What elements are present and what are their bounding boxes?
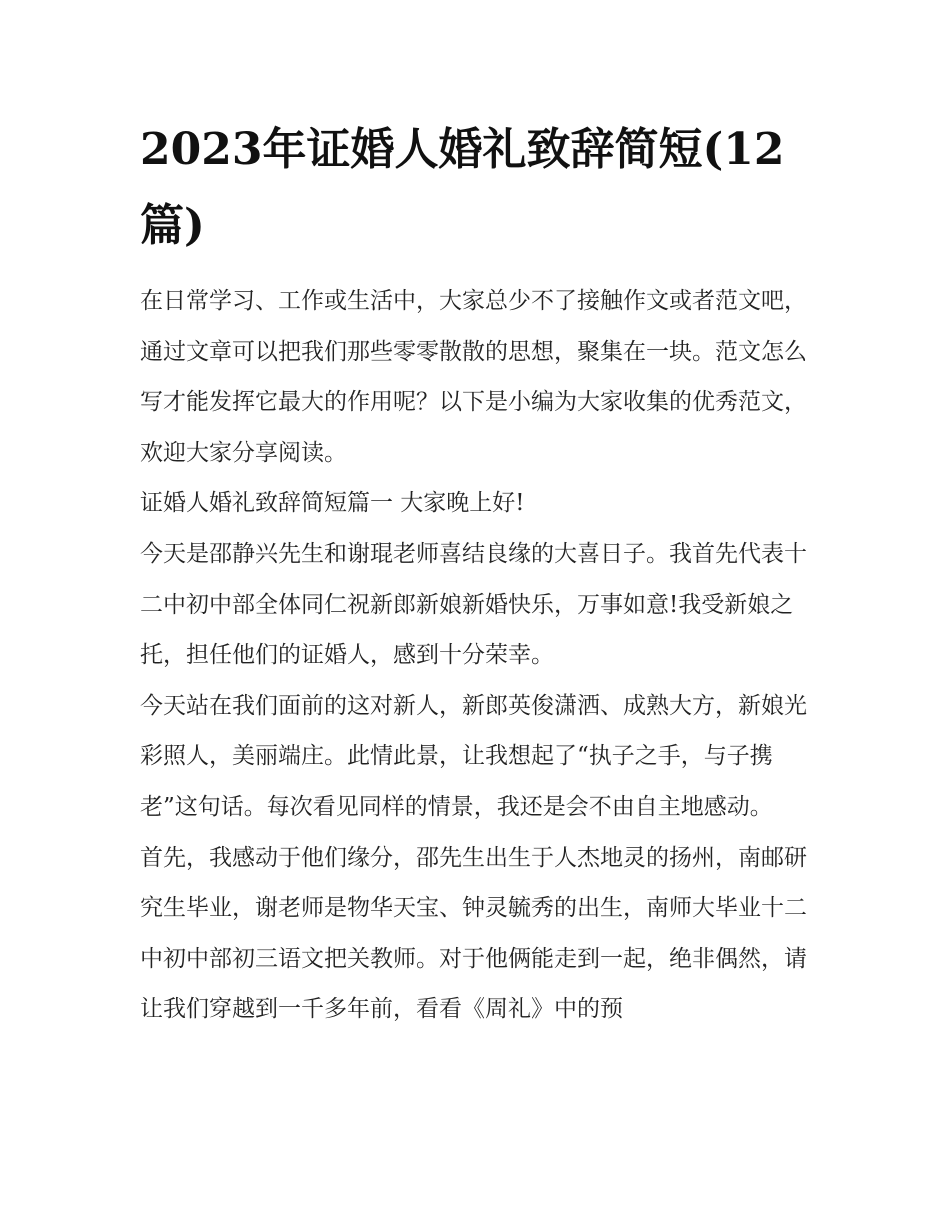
document-title: 2023年证婚人婚礼致辞简短(12篇) bbox=[140, 124, 785, 251]
paragraph-section-heading: 证婚人婚礼致辞简短篇一 大家晚上好! bbox=[140, 490, 525, 517]
paragraph-intro: 在日常学习、工作或生活中，大家总少不了接触作文或者范文吧，通过文章可以把我们那些零零散散的思想，聚集在一块。范文怎么写才能发挥它最大的作用呢？以下是小编为大家收集的优秀范文，欢迎大家分享阅读。 bbox=[140, 288, 807, 466]
paragraph-couple-description: 今天站在我们面前的这对新人，新郎英俊潇洒、成熟大方，新娘光彩照人，美丽端庄。此情此景，让我想起了“执子之手，与子携老”这句话。每次看见同样的情景，我还是会不由自主地感动。 bbox=[140, 692, 807, 820]
document-body bbox=[140, 276, 815, 1035]
paragraph-greeting: 今天是邵静兴先生和谢琨老师喜结良缘的大喜日子。我首先代表十二中初中部全体同仁祝新郎新娘新婚快乐，万事如意!我受新娘之托，担任他们的证婚人，感到十分荣幸。 bbox=[140, 540, 807, 669]
paragraph-fate: 首先，我感动于他们缘分，邵先生出生于人杰地灵的扬州，南邮研究生毕业，谢老师是物华天宝、钟灵毓秀的出生，南师大毕业十二中初中部初三语文把关教师。对于他俩能走到一起，绝非偶然，请让我们穿越到一千多年前，看看《周礼》中的预 bbox=[140, 844, 807, 1023]
document-content bbox=[140, 112, 815, 1035]
